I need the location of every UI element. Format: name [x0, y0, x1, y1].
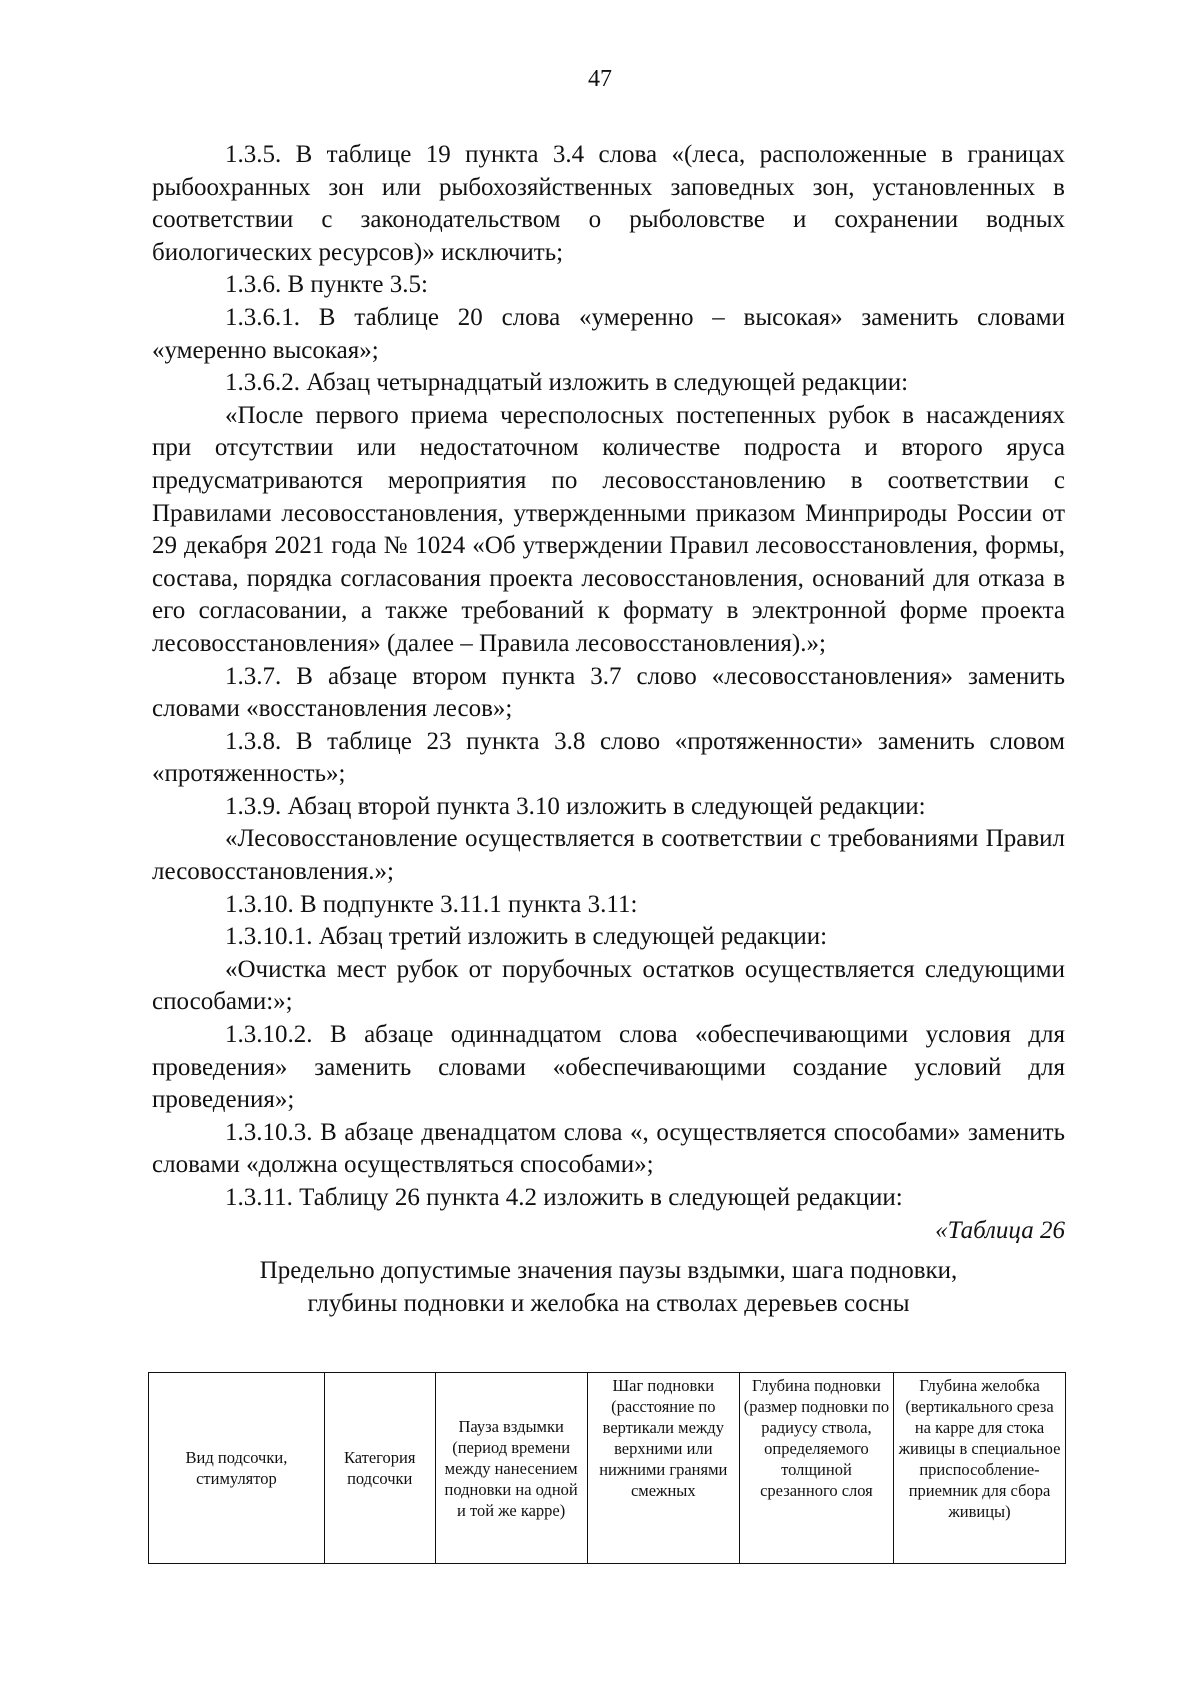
- table-26-grid: [148, 1372, 1066, 1564]
- quoted-paragraph-rubki: «После первого приема чересполосных постепенных рубок в насаждениях при отсутствии или недостаточном количестве подроста и второго яруса предусматриваются мероприятия по лесовосстановлению в соответствии с Правилами лесовосстановления, утвержденными приказом Минприроды России от 29 декабря 2021 года № 1024 «Об утверждении Правил лесовосстановления, формы, состава, порядка согласования проекта лесовосстановления, оснований для отказа в его согласовании, а также требований к формату в электронной форме проекта лесовосстановления» (далее – Правила лесовосстановления).»;: [152, 401, 1065, 657]
- table-header-row: [149, 1373, 1066, 1564]
- table-title-line-2: глубины подновки и желобка на стволах деревьев сосны: [307, 1290, 910, 1318]
- paragraph-1-3-7: 1.3.7. В абзаце втором пункта 3.7 слово «лесовосстановления» заменить словами «восстановления лесов»;: [152, 662, 1065, 723]
- paragraph-1-3-6-1: 1.3.6.1. В таблице 20 слова «умеренно – высокая» заменить словами «умеренно высокая»;: [152, 303, 1065, 364]
- header-glubina-zhelobka: Глубина желобка (вертикального среза на карре для стока живицы в специальное приспособление-приемник для сбора живицы): [894, 1373, 1066, 1564]
- paragraph-1-3-10-3: 1.3.10.3. В абзаце двенадцатом слова «, осуществляется способами» заменить словами «должна осуществляться способами»;: [152, 1118, 1065, 1179]
- paragraph-1-3-10-1: 1.3.10.1. Абзац третий изложить в следующей редакции:: [225, 923, 828, 951]
- paragraph-1-3-6: 1.3.6. В пункте 3.5:: [225, 271, 428, 299]
- header-shag-podnovki: Шаг подновки (расстояние по вертикали между верхними или нижними гранями смежных: [587, 1373, 739, 1564]
- paragraph-1-3-9: 1.3.9. Абзац второй пункта 3.10 изложить в следующей редакции:: [225, 792, 926, 820]
- table-label: «Таблица 26: [935, 1216, 1065, 1244]
- header-pauza-vzdymki: Пауза вздымки (период времени между нанесением подновки на одной и той же карре): [435, 1373, 587, 1564]
- paragraph-1-3-8: 1.3.8. В таблице 23 пункта 3.8 слово «протяженности» заменить словом «протяженность»;: [152, 727, 1065, 788]
- header-glubina-podnovki: Глубина подновки (размер подновки по радиусу ствола, определяемого толщиной срезанного слоя: [739, 1373, 893, 1564]
- paragraph-1-3-10: 1.3.10. В подпункте 3.11.1 пункта 3.11:: [225, 890, 638, 918]
- page-number: 47: [588, 66, 612, 92]
- quoted-paragraph-lesovosstanovlenie: «Лесовосстановление осуществляется в соответствии с требованиями Правил лесовосстановления.»;: [152, 825, 1065, 886]
- paragraph-1-3-6-2: 1.3.6.2. Абзац четырнадцатый изложить в следующей редакции:: [225, 369, 909, 397]
- quoted-paragraph-ochistka: «Очистка мест рубок от порубочных остатков осуществляется следующими способами:»;: [152, 955, 1065, 1016]
- document-body: [152, 139, 1065, 1320]
- table-title: [152, 1254, 1065, 1320]
- header-kategoriya: Категория подсочки: [324, 1373, 435, 1564]
- header-vid-podsochki: Вид подсочки, стимулятор: [149, 1373, 325, 1564]
- table-26: [148, 1372, 1066, 1564]
- table-title-line-1: Предельно допустимые значения паузы вздымки, шага подновки,: [259, 1257, 958, 1285]
- paragraph-1-3-10-2: 1.3.10.2. В абзаце одиннадцатом слова «обеспечивающими условия для проведения» заменить словами «обеспечивающими создание условий для проведения»;: [152, 1021, 1065, 1114]
- paragraph-1-3-11: 1.3.11. Таблицу 26 пункта 4.2 изложить в следующей редакции:: [225, 1184, 903, 1211]
- paragraph-1-3-5: 1.3.5. В таблице 19 пункта 3.4 слова «(леса, расположенные в границах рыбоохранных зон или рыбохозяйственных заповедных зон, установленных в соответствии с законодательством о рыболовстве и сохранении водных биологических ресурсов)» исключить;: [152, 141, 1065, 266]
